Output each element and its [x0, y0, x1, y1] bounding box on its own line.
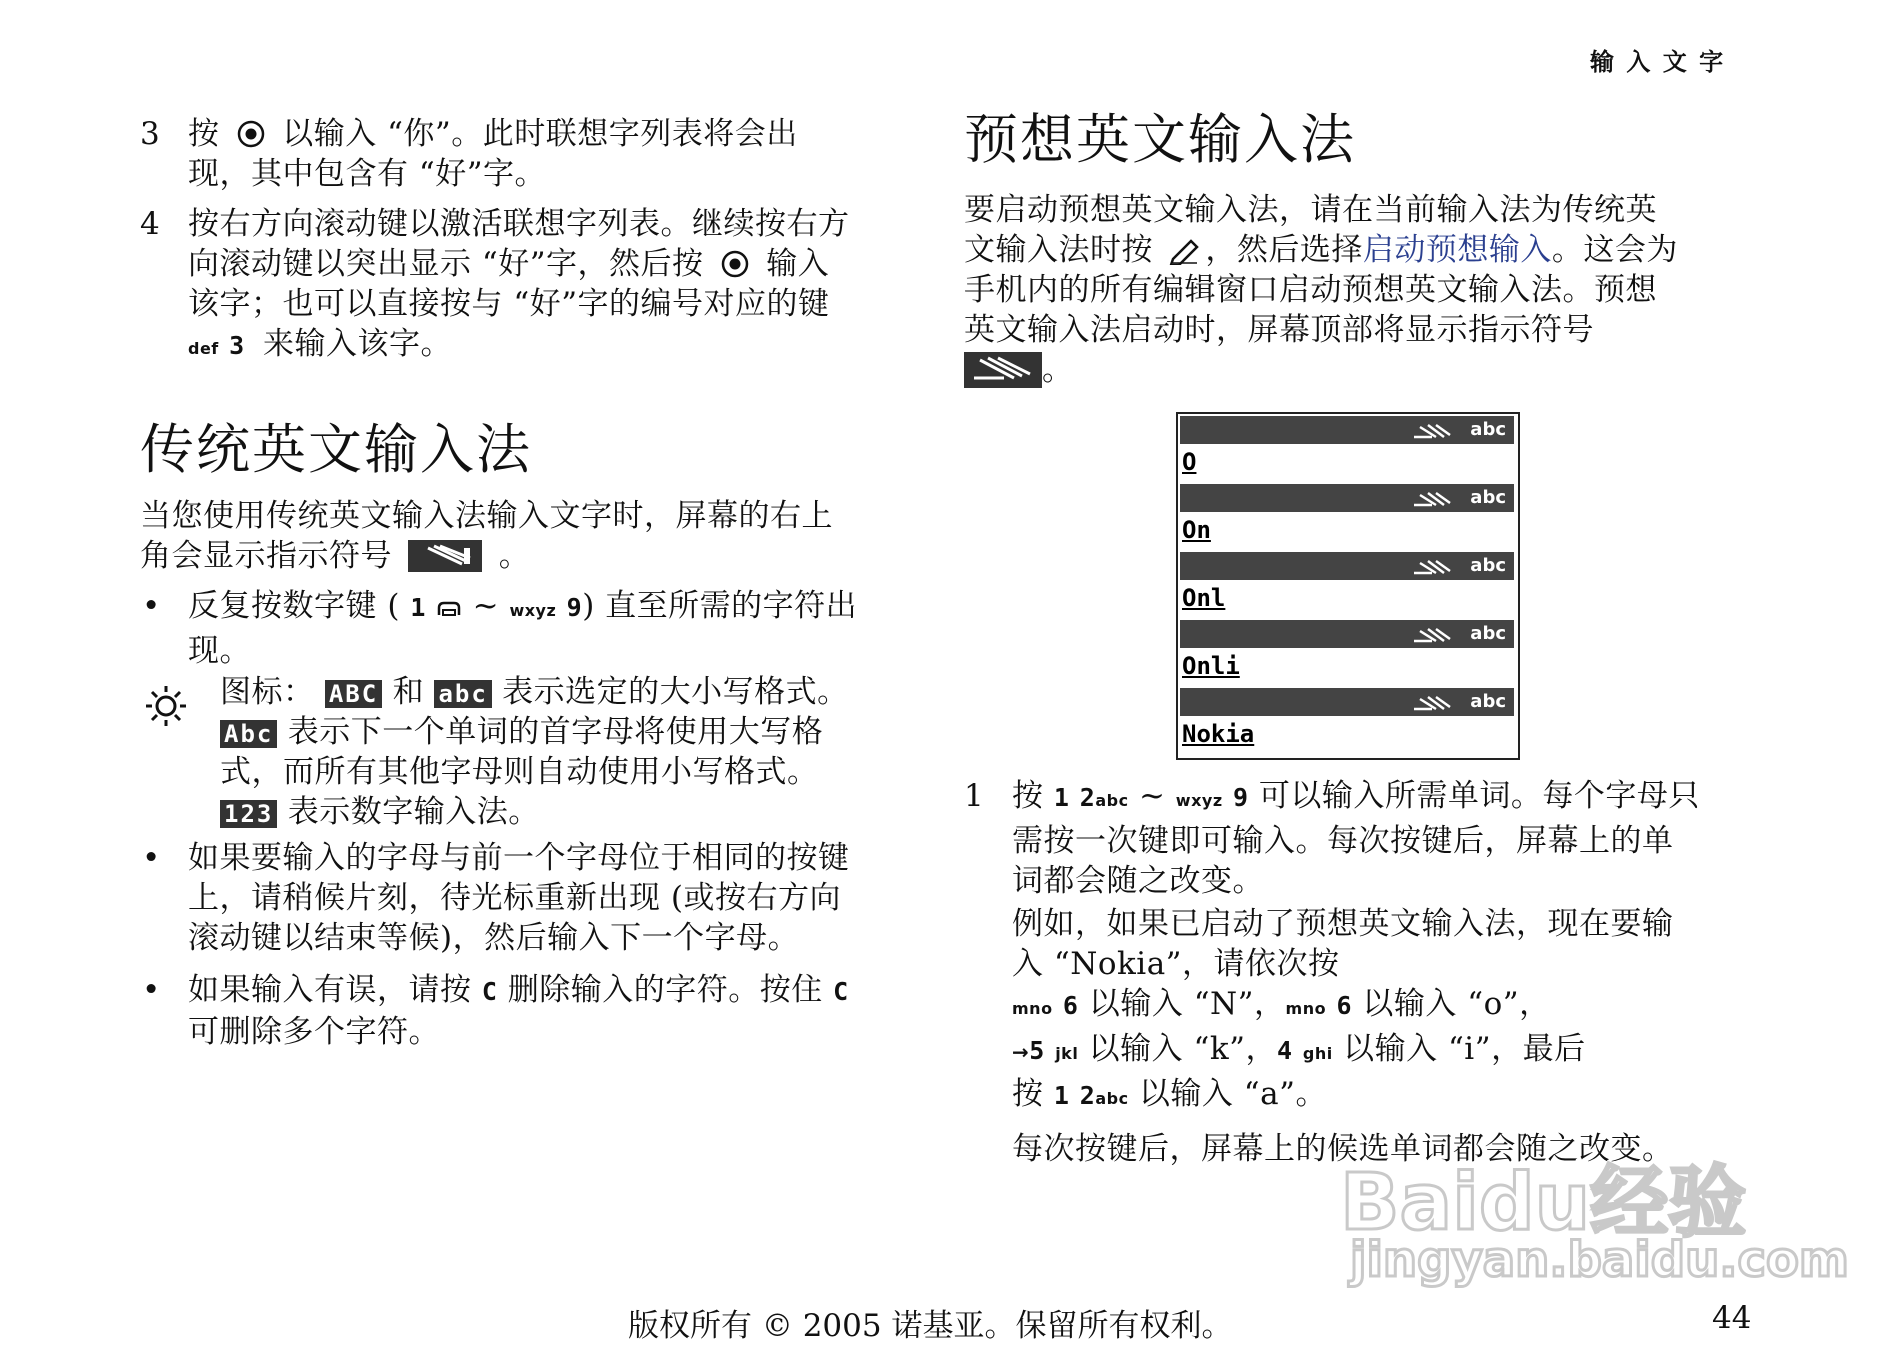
select-key-icon [720, 249, 750, 279]
step-4 [140, 204, 940, 369]
paragraph-text: 手机内的所有编辑窗口启动预想英文输入法。预想 [964, 272, 1657, 308]
tip-text: 表示选定的大小写格式。 [502, 674, 849, 710]
candidate-word: O [1182, 448, 1197, 476]
candidate-word: Onli [1182, 652, 1240, 680]
bullet-text: 如果要输入的字母与前一个字母位于相同的按键 [188, 840, 850, 876]
bullet-text: 删除输入的字符。按住 [507, 972, 823, 1008]
step-text: 按 [188, 116, 220, 152]
status-bar [1180, 484, 1514, 512]
key-letters: wxyz [1175, 791, 1223, 810]
bullet-text: 滚动键以结束等候)，然后输入下一个字母。 [188, 920, 800, 956]
example-text: 以输入 “i”，最后 [1343, 1031, 1586, 1067]
footer-copyright: 版权所有 © 2005 诺基亚。保留所有权利。 [628, 1308, 1233, 1344]
section-heading-predictive: 预想英文输入法 [964, 108, 1356, 171]
example-text: 按 [1012, 1076, 1044, 1112]
key-letters: wxyz [509, 601, 557, 620]
step-text: 可以输入所需单词。每个字母只 [1258, 778, 1700, 814]
key-letters: abc [1095, 1089, 1129, 1108]
clear-key-icon: C [833, 977, 849, 1006]
predictive-indicator-icon [1412, 627, 1452, 643]
traditional-intro [140, 496, 940, 576]
step-text: 词都会随之改变。 [1012, 863, 1264, 899]
example-text: 以输入 “N”， [1088, 986, 1286, 1022]
titlecase-mode-icon: Abc [220, 720, 277, 748]
input-mode-label: abc [1470, 623, 1506, 644]
candidate-word: On [1182, 516, 1211, 544]
key-4-icon: 4 [1277, 1036, 1293, 1065]
predictive-indicator-icon [1412, 695, 1452, 711]
tip-block [140, 672, 940, 832]
example-text: 以输入 “a”。 [1138, 1076, 1327, 1112]
key-9-icon: 9 [1232, 783, 1249, 812]
bullet-text: 反复按数字键 ( [188, 588, 400, 624]
key-6-icon: 6 [1336, 991, 1353, 1020]
voicemail-icon [436, 599, 462, 619]
bullet-text: 现。 [188, 633, 251, 669]
pencil-key-icon [1167, 235, 1201, 265]
key-1-icon: 1 [1053, 1081, 1070, 1110]
tip-lightbulb-icon [140, 680, 192, 732]
step-text: 输入 [766, 246, 830, 282]
example-text: 以输入 “o”， [1362, 986, 1551, 1022]
number-mode-icon: 123 [220, 800, 277, 828]
key-letters: def [188, 339, 219, 358]
key-1-icon: 1 [1053, 783, 1070, 812]
bullet-item [140, 586, 940, 671]
step-number: 3 [140, 116, 161, 152]
bullet-text: 如果输入有误，请按 [188, 972, 472, 1008]
example-text: 每次按键后，屏幕上的候选单词都会随之改变。 [1012, 1131, 1674, 1167]
step-text: 向滚动键以突出显示 “好”字，然后按 [188, 246, 704, 282]
phone-screen-example [1176, 412, 1520, 760]
watermark-jingyan: 经验 [1590, 1158, 1747, 1248]
bullet-item [140, 970, 940, 1052]
bullet-item [140, 838, 940, 958]
step-3 [140, 114, 940, 194]
page-number: 44 [1712, 1300, 1752, 1336]
bullet-text: 上，请稍候片刻，待光标重新出现 (或按右方向 [188, 880, 841, 916]
tip-text: 表示下一个单词的首字母将使用大写格 [287, 714, 824, 750]
tip-text: 表示数字输入法。 [287, 794, 540, 830]
predictive-indicator-icon [1412, 559, 1452, 575]
input-mode-label: abc [1470, 487, 1506, 508]
baidu-watermark [1340, 1140, 1849, 1290]
clear-key-icon: C [481, 977, 498, 1006]
watermark-brand: Bai [1340, 1158, 1479, 1248]
tilde: ~ [472, 588, 500, 624]
uppercase-mode-icon: ABC [325, 680, 382, 708]
step-text: 需按一次键即可输入。每次按键后，屏幕上的单 [1012, 823, 1674, 859]
tip-text: 和 [392, 674, 425, 710]
traditional-input-indicator-icon [408, 540, 482, 572]
bullet-dot: • [142, 972, 161, 1008]
paragraph-text: 英文输入法启动时，屏幕顶部将显示指示符号 [964, 312, 1594, 348]
section-header: 输 入 文 字 [1590, 48, 1726, 76]
key-letters: mno [1012, 999, 1053, 1018]
paragraph-text: 。 [498, 538, 531, 574]
status-bar [1180, 552, 1514, 580]
key-letters: ghi [1302, 1044, 1333, 1063]
input-mode-label: abc [1470, 555, 1506, 576]
bullet-dot: • [142, 840, 161, 876]
step-text: 按 [1012, 778, 1044, 814]
input-mode-label: abc [1470, 419, 1506, 440]
key-letters: jkl [1055, 1044, 1079, 1063]
predictive-indicator-icon [1412, 491, 1452, 507]
section-heading-traditional: 传统英文输入法 [140, 418, 532, 481]
key-3-icon [188, 326, 255, 362]
select-key-icon [236, 119, 266, 149]
enable-predictive-link[interactable]: 启动预想输入 [1362, 232, 1552, 268]
predictive-input-indicator-icon [964, 352, 1042, 388]
watermark-url: jingyan.baidu.com [1350, 1232, 1849, 1288]
candidate-word: Onl [1182, 584, 1226, 612]
paragraph-text: 文输入法时按 [964, 232, 1153, 268]
paragraph-text: 要启动预想英文输入法，请在当前输入法为传统英 [964, 192, 1657, 228]
key-9-icon: 9 [566, 593, 583, 622]
input-mode-label: abc [1470, 691, 1506, 712]
paragraph-text: 。 [1042, 352, 1074, 388]
paragraph-text: 当您使用传统英文输入法输入文字时，屏幕的右上 [140, 498, 833, 534]
step-text: 该字；也可以直接按与 “好”字的编号对应的键 [188, 286, 830, 322]
watermark-du: du [1478, 1158, 1591, 1248]
bullet-text: ) 直至所需的字符出 [582, 588, 858, 624]
paragraph-text: 角会显示指示符号 [140, 538, 392, 574]
tilde: ~ [1138, 778, 1166, 814]
step-1 [964, 776, 1764, 901]
example-text: 例如，如果已启动了预想英文输入法，现在要输 [1012, 906, 1674, 942]
key-1-icon: 1 [410, 593, 426, 622]
example-text: 入 “Nokia”，请依次按 [1012, 946, 1340, 982]
key-2-icon: 2 [1079, 783, 1096, 812]
step-text: 来输入该字。 [263, 326, 453, 362]
key-2-icon: 2 [1079, 1081, 1096, 1110]
paragraph-text: ，然后选择 [1205, 232, 1363, 268]
example-block [1012, 904, 1802, 1169]
bullet-text: 可删除多个字符。 [188, 1014, 440, 1050]
lowercase-mode-icon: abc [434, 680, 491, 708]
status-bar [1180, 416, 1514, 444]
bullet-dot: • [142, 588, 161, 624]
key-digit: 3 [229, 331, 245, 360]
key-letters: mno [1285, 999, 1327, 1018]
tip-text: 式，而所有其他字母则自动使用小写格式。 [220, 754, 819, 790]
step-number: 1 [964, 778, 985, 814]
paragraph-text: 。这会为 [1551, 232, 1678, 268]
step-text: 现，其中包含有 “好”字。 [188, 156, 547, 192]
status-bar [1180, 688, 1514, 716]
predictive-indicator-icon [1412, 423, 1452, 439]
predictive-intro [964, 190, 1764, 390]
example-text: 以输入 “k”， [1088, 1031, 1277, 1067]
step-text: 按右方向滚动键以激活联想字列表。继续按右方 [188, 206, 850, 242]
candidate-word: Nokia [1182, 720, 1255, 748]
step-number: 4 [140, 206, 161, 242]
key-5-icon: 5 [1029, 1036, 1045, 1065]
key-letters: abc [1095, 791, 1129, 810]
tip-label: 图标： [220, 674, 315, 710]
step-text: 以输入 “你”。此时联想字列表将会出 [282, 116, 798, 152]
arrow-icon: → [1012, 1040, 1030, 1064]
key-6-icon: 6 [1062, 991, 1079, 1020]
status-bar [1180, 620, 1514, 648]
